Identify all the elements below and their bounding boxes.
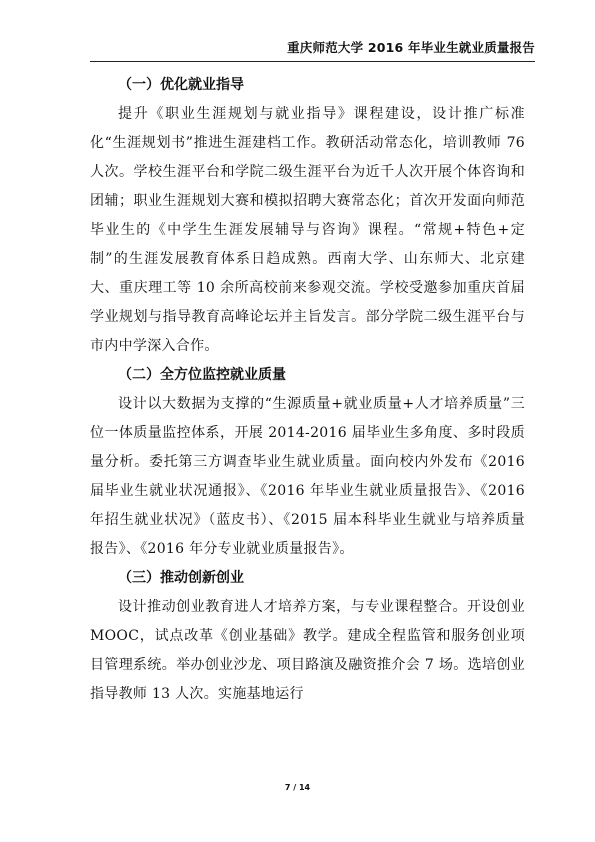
section-paragraph: 设计推动创业教育进人才培养方案，与专业课程整合。开设创业 MOOC，试点改革《创业基础》教学。建成全程监管和服务创业项目管理系统。举办创业沙龙、项目路演及融资推介会 7 场。选培创业指导教师 13 人次。实施基地运行 xyxy=(90,599,525,702)
section-paragraph: 设计以大数据为支撑的“生源质量+就业质量+人才培养质量”三位一体质量监控体系，开展 2014-2016 届毕业生多角度、多时段质量分析。委托第三方调查毕业生就业质量。面向校内外发布《2016 届毕业生就业状况通报》、《2016 年毕业生就业质量报告》、《2016 年招生就业状况》（蓝皮书）、《2015 届本科毕业生就业与培养质量报告》、《2016 年分专业就业质量报告》。 xyxy=(90,396,525,557)
section-paragraph: 提升《职业生涯规划与就业指导》课程建设，设计推广标准化“生涯规划书”推进生涯建档工作。教研活动常态化，培训教师 76 人次。学校生涯平台和学院二级生涯平台为近千人次开展个体咨询和团辅；职业生涯规划大赛和模拟招聘大赛常态化；首次开发面向师范毕业生的《中学生生涯发展辅导与咨询》课程。“常规+特色+定制”的生涯发展教育体系日趋成熟。西南大学、山东师大、北京建大、重庆理工等 10 余所高校前来参观交流。学校受邀参加重庆首届学业规划与指导教育高峰论坛并主旨发言。部分学院二级生涯平台与市内中学深入合作。 xyxy=(90,106,525,354)
section-heading: （一）优化就业指导 xyxy=(118,77,244,93)
section-quality-monitoring xyxy=(90,361,525,564)
report-header-title: 重庆师范大学 2016 年毕业生就业质量报告 xyxy=(287,40,535,55)
section-entrepreneurship xyxy=(90,564,525,709)
page-number: 7 / 14 xyxy=(284,783,311,792)
section-heading: （三）推动创新创业 xyxy=(118,570,244,586)
header-divider xyxy=(90,61,535,62)
section-heading: （二）全方位监控就业质量 xyxy=(118,367,286,383)
page-body xyxy=(90,71,525,709)
section-career-guidance xyxy=(90,71,525,361)
